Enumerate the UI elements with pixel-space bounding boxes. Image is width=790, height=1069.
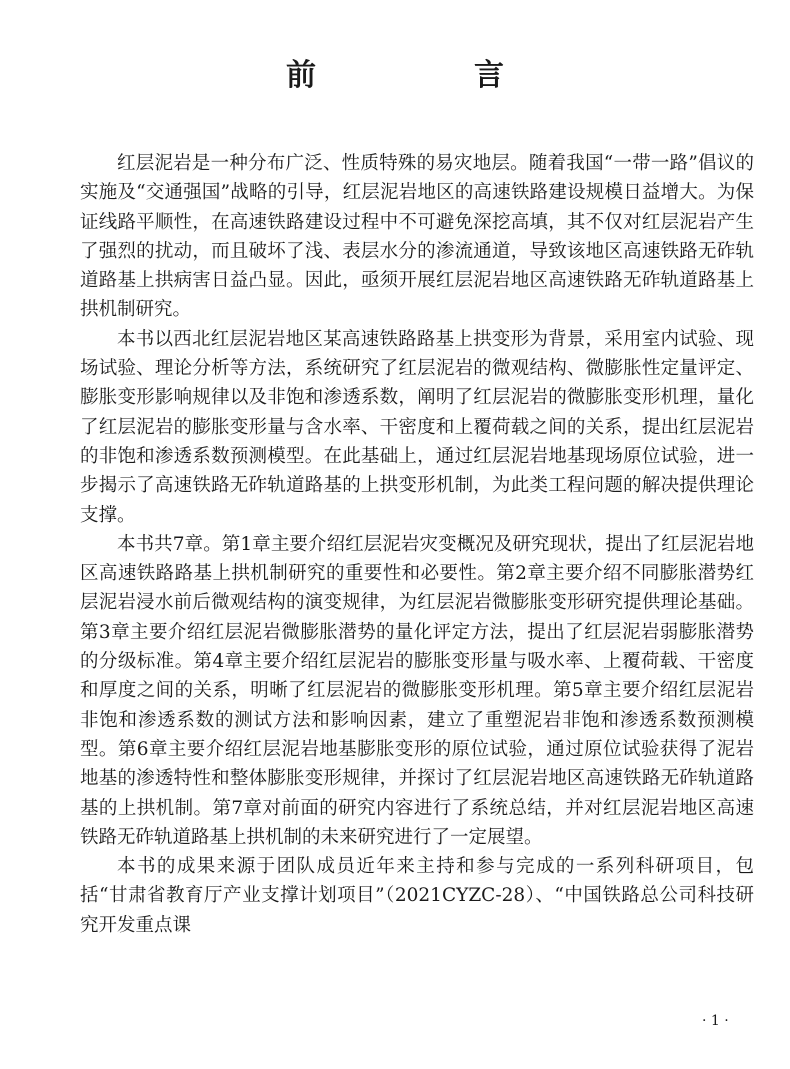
- paragraph-chapter-overview: 本书共7章。第1章主要介绍红层泥岩灾变概况及研究现状，提出了红层泥岩地区高速铁路路基上拱机制研究的重要性和必要性。第2章主要介绍不同膨胀潜势红层泥岩浸水前后微观结构的演变规律，为红层泥岩微膨胀变形研究提供理论基础。第3章主要介绍红层泥岩微膨胀潜势的量化评定方法，提出了红层泥岩弱膨胀潜势的分级标准。第4章主要介绍红层泥岩的膨胀变形量与吸水率、上覆荷载、干密度和厚度之间的关系，明晰了红层泥岩的微膨胀变形机理。第5章主要介绍红层泥岩非饱和渗透系数的测试方法和影响因素，建立了重塑泥岩非饱和渗透系数预测模型。第6章主要介绍红层泥岩地基膨胀变形的原位试验，通过原位试验获得了泥岩地基的渗透特性和整体膨胀变形规律，并探讨了红层泥岩地区高速铁路无砟轨道路基的上拱机制。第7章对前面的研究内容进行了系统总结，并对红层泥岩地区高速铁路无砟轨道路基上拱机制的未来研究进行了一定展望。: [80, 533, 754, 848]
- paragraph-research-summary: 本书以西北红层泥岩地区某高速铁路路基上拱变形为背景，采用室内试验、现场试验、理论分析等方法，系统研究了红层泥岩的微观结构、微膨胀性定量评定、膨胀变形影响规律以及非饱和渗透系数，阐明了红层泥岩的微膨胀变形机理，量化了红层泥岩的膨胀变形量与含水率、干密度和上覆荷载之间的关系，提出红层泥岩的非饱和渗透系数预测模型。在此基础上，通过红层泥岩地基现场原位试验，进一步揭示了高速铁路无砟轨道路基的上拱变形机制，为此类工程问题的解决提供理论支撑。: [80, 328, 754, 526]
- page-title: 前 言: [286, 58, 568, 93]
- page-number: · 1 ·: [702, 1013, 729, 1029]
- body-text: [80, 149, 754, 940]
- paragraph-intro: 红层泥岩是一种分布广泛、性质特殊的易灾地层。随着我国“一带一路”倡议的实施及“交通强国”战略的引导，红层泥岩地区的高速铁路建设规模日益增大。为保证线路平顺性，在高速铁路建设过程中不可避免深挖高填，其不仅对红层泥岩产生了强烈的扰动，而且破坏了浅、表层水分的渗流通道，导致该地区高速铁路无砟轨道路基上拱病害日益凸显。因此，亟须开展红层泥岩地区高速铁路无砟轨道路基上拱机制研究。: [80, 153, 754, 321]
- paragraph-funding: 本书的成果来源于团队成员近年来主持和参与完成的一系列科研项目，包括“甘肃省教育厅产业支撑计划项目”（2021CYZC-28）、“中国铁路总公司科技研究开发重点课: [80, 856, 754, 936]
